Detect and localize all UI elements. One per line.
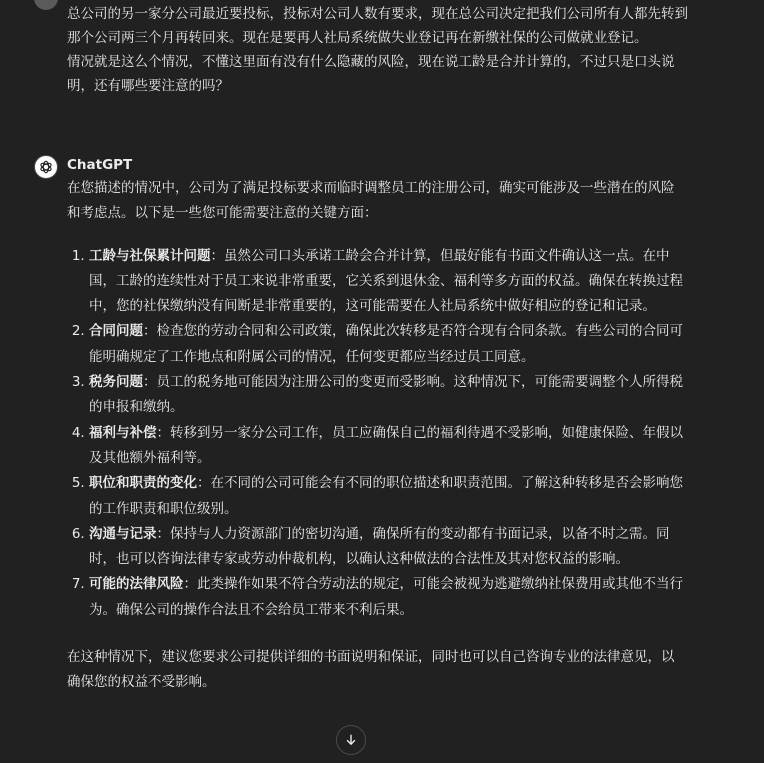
list-item: [89, 522, 687, 573]
item-title: 工龄与社保累计问题: [89, 247, 211, 264]
item-title: 税务问题: [89, 374, 143, 391]
assistant-message: [67, 176, 687, 696]
list-item: [89, 421, 687, 472]
list-item: [89, 471, 687, 522]
item-text: ：虽然公司口头承诺工龄会合并计算，但最好能有书面文件确认这一点。在中国，工龄的连续性对于员工来说非常重要，它关系到退休金、福利等多方面的权益。确保在转换过程中，您的社保缴纳没有间断是非常重要的，这可能需要在人社局系统中做好相应的登记和记录。: [89, 247, 683, 315]
list-item: [89, 370, 687, 421]
item-title: 合同问题: [89, 323, 143, 340]
user-message-paragraph: 情况就是这么个情况，不懂这里面有没有什么隐藏的风险，现在说工龄是合并计算的，不过只是口头说明，还有哪些要注意的吗？: [67, 54, 675, 94]
list-item: [89, 244, 687, 320]
assistant-name: ChatGPT: [67, 157, 133, 173]
item-title: 可能的法律风险: [89, 576, 184, 593]
item-title: 职位和职责的变化: [89, 475, 197, 492]
item-text: ：保持与人力资源部门的密切沟通，确保所有的变动都有书面记录，以备不时之需。同时，也可以咨询法律专家或劳动仲裁机构，以确认这种做法的合法性及其对您权益的影响。: [89, 525, 670, 568]
item-title: 沟通与记录: [89, 525, 157, 542]
advice-list: [67, 244, 687, 623]
scroll-to-bottom-button[interactable]: [336, 725, 366, 755]
list-item: [89, 319, 687, 370]
user-message: [67, 2, 697, 98]
arrow-down-icon: [344, 733, 358, 747]
list-item: [89, 572, 687, 623]
item-text: ：员工的税务地可能因为注册公司的变更而受影响。这种情况下，可能需要调整个人所得税的申报和缴纳。: [89, 374, 683, 416]
assistant-closing: 在这种情况下，建议您要求公司提供详细的书面说明和保证，同时也可以自己咨询专业的法律意见，以确保您的权益不受影响。: [67, 649, 675, 691]
user-message-paragraph: 总公司的另一家分公司最近要投标，投标对公司人数有要求，现在总公司决定把我们公司所有人都先转到那个公司两三个月再转回来。现在是要再人社局系统做失业登记再在新缴社保的公司做就业登记。: [67, 6, 688, 46]
item-text: ：转移到另一家分公司工作，员工应确保自己的福利待遇不受影响，如健康保险、年假以及其他额外福利等。: [89, 424, 683, 466]
item-title: 福利与补偿: [89, 424, 157, 441]
user-avatar: [34, 0, 58, 10]
openai-logo-icon: [34, 155, 58, 179]
item-text: ：检查您的劳动合同和公司政策，确保此次转移是否符合现有合同条款。有些公司的合同可能明确规定了工作地点和附属公司的情况，任何变更都应当经过员工同意。: [89, 323, 683, 365]
item-text: ：此类操作如果不符合劳动法的规定，可能会被视为逃避缴纳社保费用或其他不当行为。确保公司的操作合法且不会给员工带来不利后果。: [89, 576, 683, 618]
assistant-intro: 在您描述的情况中，公司为了满足投标要求而临时调整员工的注册公司，确实可能涉及一些潜在的风险和考虑点。以下是一些您可能需要注意的关键方面：: [67, 180, 675, 222]
item-text: ：在不同的公司可能会有不同的职位描述和职责范围。了解这种转移是否会影响您的工作职责和职位级别。: [89, 475, 683, 517]
